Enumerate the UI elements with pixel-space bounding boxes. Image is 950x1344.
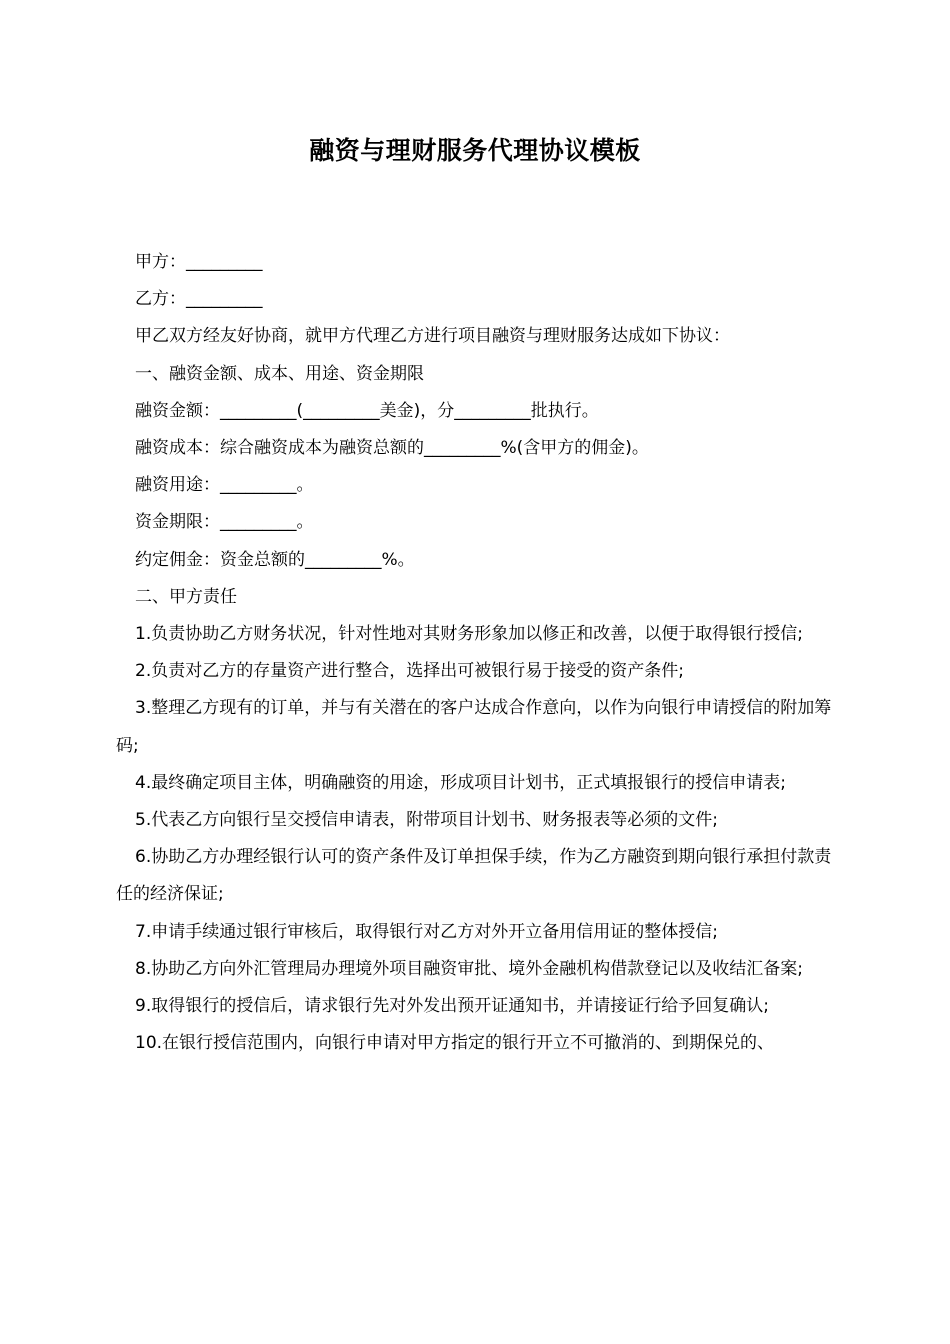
financing-amount: 融资金额：_________(_________美金)，分_________批执行。 — [135, 400, 599, 421]
funding-term: 资金期限：_________。 — [135, 512, 314, 533]
clause-1: 1.负责协助乙方财务状况，针对性地对其财务形象加以修正和改善，以便于取得银行授信; — [135, 624, 803, 645]
clause-5: 5.代表乙方向银行呈交授信申请表，附带项目计划书、财务报表等必须的文件; — [135, 810, 718, 831]
agreed-commission: 约定佣金：资金总额的_________%。 — [135, 549, 415, 570]
clause-7: 7.申请手续通过银行审核后，取得银行对乙方对外开立备用信用证的整体授信; — [135, 921, 718, 942]
party-b-line: 乙方：_________ — [135, 289, 263, 310]
clause-4: 4.最终确定项目主体，明确融资的用途，形成项目计划书，正式填报银行的授信申请表; — [135, 772, 786, 793]
party-a-line: 甲方：_________ — [135, 252, 263, 272]
financing-cost: 融资成本：综合融资成本为融资总额的_________%(含甲方的佣金)。 — [135, 438, 649, 459]
section-heading-1: 一、融资金额、成本、用途、资金期限 — [135, 363, 424, 384]
clause-3: 3.整理乙方现有的订单，并与有关潜在的客户达成合作意向，以作为向银行申请授信的附加筹码; — [116, 698, 832, 756]
financing-purpose: 融资用途：_________。 — [135, 475, 314, 496]
document-title: 融资与理财服务代理协议模板 — [309, 136, 641, 165]
clause-8: 8.协助乙方向外汇管理局办理境外项目融资审批、境外金融机构借款登记以及收结汇备案; — [135, 958, 803, 979]
clause-2: 2.负责对乙方的存量资产进行整合，选择出可被银行易于接受的资产条件; — [135, 661, 684, 682]
agreement-intro: 甲乙双方经友好协商，就甲方代理乙方进行项目融资与理财服务达成如下协议： — [135, 326, 730, 347]
clause-6: 6.协助乙方办理经银行认可的资产条件及订单担保手续，作为乙方融资到期向银行承担付款责任的经济保证; — [116, 847, 832, 905]
section-heading-2: 二、甲方责任 — [135, 586, 237, 607]
clause-9: 9.取得银行的授信后，请求银行先对外发出预开证通知书，并请接证行给予回复确认; — [135, 996, 769, 1017]
document-body — [116, 244, 840, 1062]
clause-10: 10.在银行授信范围内，向银行申请对甲方指定的银行开立不可撤消的、到期保兑的、 — [135, 1033, 775, 1054]
